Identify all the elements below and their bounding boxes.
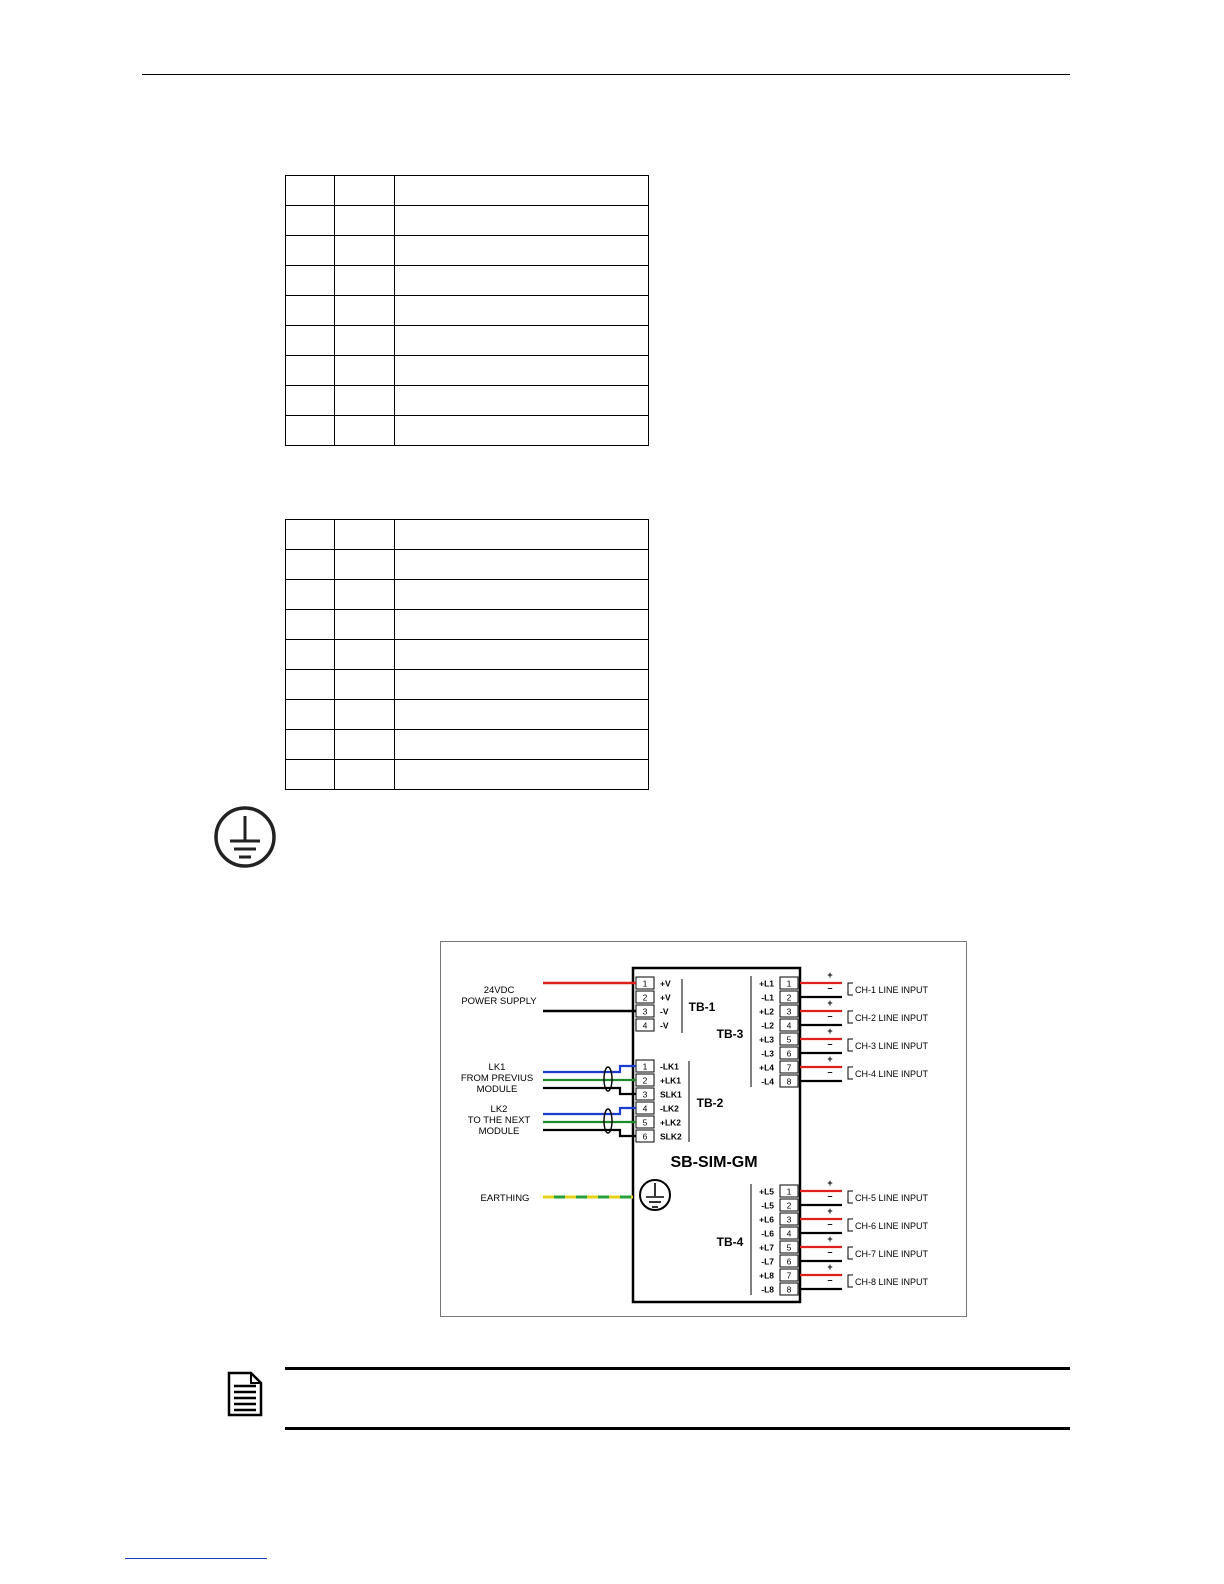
- tb1-pin-number: 3: [642, 1006, 648, 1017]
- table-cell: [395, 206, 649, 236]
- table-cell: [395, 640, 649, 670]
- table-cell: [395, 730, 649, 760]
- tb4-pin-number: 8: [786, 1284, 792, 1295]
- tb2-pin-number: 5: [642, 1117, 648, 1128]
- tb1-pin-name: +V: [660, 992, 671, 1003]
- tb4-input-label: CH-6 LINE INPUT: [855, 1221, 929, 1231]
- tb3-pin-number: 2: [786, 992, 792, 1003]
- module-name: SB-SIM-GM: [670, 1154, 758, 1171]
- tb4-plus-sign: +: [827, 1206, 833, 1216]
- lk2-label-line1: LK2: [490, 1104, 508, 1115]
- tb3-pin-number: 8: [786, 1076, 792, 1087]
- table-cell: [286, 326, 335, 356]
- table-cell: [286, 550, 335, 580]
- tb4-pin-name: +L7: [759, 1242, 774, 1253]
- tb3-pin-number: 6: [786, 1048, 792, 1059]
- tb2-pin-name: SLK1: [660, 1089, 682, 1100]
- table-cell: [286, 416, 335, 446]
- tb3-pin-name: +L4: [759, 1062, 774, 1073]
- table-cell: [395, 416, 649, 446]
- tb3-pin-name: +L2: [759, 1006, 774, 1017]
- table-cell: [395, 670, 649, 700]
- tb4-plus-sign: +: [827, 1178, 833, 1188]
- tb4-minus-sign: –: [827, 1191, 833, 1201]
- tb4-input-label: CH-5 LINE INPUT: [855, 1193, 929, 1203]
- table-row: [286, 206, 649, 236]
- table-row: [286, 550, 649, 580]
- table-cell: [395, 580, 649, 610]
- module-body: [633, 968, 800, 1302]
- tb2-pin-name: +LK2: [660, 1117, 682, 1128]
- table-cell: [395, 520, 649, 550]
- header-rule: [142, 74, 1070, 75]
- table-cell: [335, 520, 395, 550]
- tb4-pin-name: -L8: [761, 1284, 774, 1295]
- tb1-pin-name: +V: [660, 978, 671, 989]
- table-row: [286, 386, 649, 416]
- table-cell: [335, 386, 395, 416]
- tb2-pin-number: 3: [642, 1089, 648, 1100]
- tb2-pin-name: SLK2: [660, 1131, 682, 1142]
- wiring-diagram: [440, 941, 967, 1317]
- lk2-label-line2: TO THE NEXT: [467, 1115, 531, 1126]
- table-cell: [395, 386, 649, 416]
- tb3-pin-name: -L2: [761, 1020, 774, 1031]
- terminal-table-1: [285, 175, 649, 446]
- table-row: [286, 670, 649, 700]
- table-cell: [395, 550, 649, 580]
- tb3-label: TB-3: [716, 1027, 744, 1041]
- table-row: [286, 356, 649, 386]
- tb3-plus-sign: +: [827, 970, 833, 980]
- tb4-pin-name: +L5: [759, 1186, 774, 1197]
- tb1-pin-name: -V: [660, 1020, 669, 1031]
- tb3-pin-name: -L3: [761, 1048, 774, 1059]
- table-cell: [286, 580, 335, 610]
- table-cell: [395, 760, 649, 790]
- table-row: [286, 326, 649, 356]
- tb4-minus-sign: –: [827, 1247, 833, 1257]
- table-cell: [286, 610, 335, 640]
- tb3-pin-number: 3: [786, 1006, 792, 1017]
- power-label-line2: POWER SUPPLY: [461, 996, 537, 1007]
- tb4-label: TB-4: [716, 1235, 744, 1249]
- table-cell: [395, 700, 649, 730]
- table-cell: [395, 296, 649, 326]
- lk1-label-line1: LK1: [488, 1062, 506, 1073]
- table-cell: [286, 266, 335, 296]
- earthing-label: EARTHING: [480, 1193, 530, 1204]
- table-row: [286, 416, 649, 446]
- table-cell: [286, 296, 335, 326]
- tb4-input-label: CH-7 LINE INPUT: [855, 1249, 929, 1259]
- tb4-minus-sign: –: [827, 1219, 833, 1229]
- table-cell: [335, 176, 395, 206]
- table-cell: [395, 266, 649, 296]
- lk1-label-line2: FROM PREVIUS: [460, 1073, 534, 1084]
- tb2-label: TB-2: [696, 1096, 724, 1110]
- table-cell: [395, 326, 649, 356]
- tb4-pin-number: 4: [786, 1228, 792, 1239]
- tb2-pin-name: -LK1: [660, 1061, 679, 1072]
- table-cell: [395, 356, 649, 386]
- tb4-pin-number: 1: [786, 1186, 792, 1197]
- tb3-pin-name: -L4: [761, 1076, 774, 1087]
- table-cell: [335, 580, 395, 610]
- tb4-pin-name: -L5: [761, 1200, 774, 1211]
- tb2-pin-number: 2: [642, 1075, 648, 1086]
- table-row: [286, 176, 649, 206]
- table-cell: [335, 206, 395, 236]
- tb4-pin-number: 2: [786, 1200, 792, 1211]
- table-row: [286, 520, 649, 550]
- table-cell: [286, 700, 335, 730]
- table-cell: [335, 700, 395, 730]
- tb4-pin-number: 3: [786, 1214, 792, 1225]
- tb4-plus-sign: +: [827, 1262, 833, 1272]
- table-cell: [335, 266, 395, 296]
- table-row: [286, 730, 649, 760]
- note-rule-top: [285, 1367, 1070, 1370]
- tb1-pin-number: 2: [642, 992, 648, 1003]
- tb4-pin-number: 7: [786, 1270, 792, 1281]
- protective-earth-icon: [212, 804, 278, 870]
- table-cell: [335, 356, 395, 386]
- tb3-input-label: CH-4 LINE INPUT: [855, 1069, 929, 1079]
- tb3-pin-number: 4: [786, 1020, 792, 1031]
- tb3-pin-name: -L1: [761, 992, 774, 1003]
- tb2-pin-name: +LK1: [660, 1075, 682, 1086]
- tb4-pin-name: +L6: [759, 1214, 774, 1225]
- table-row: [286, 760, 649, 790]
- table-cell: [335, 610, 395, 640]
- table-cell: [286, 206, 335, 236]
- tb4-pin-name: -L7: [761, 1256, 774, 1267]
- tb3-plus-sign: +: [827, 998, 833, 1008]
- tb4-input-label: CH-8 LINE INPUT: [855, 1277, 929, 1287]
- table-cell: [335, 760, 395, 790]
- table-cell: [286, 356, 335, 386]
- table-row: [286, 580, 649, 610]
- tb3-input-label: CH-2 LINE INPUT: [855, 1013, 929, 1023]
- tb2-pin-number: 4: [642, 1103, 648, 1114]
- tb2-pin-number: 6: [642, 1131, 648, 1142]
- tb4-pin-name: +L8: [759, 1270, 774, 1281]
- tb3-pin-name: +L1: [759, 978, 774, 989]
- table-cell: [286, 760, 335, 790]
- tb1-pin-number: 4: [642, 1020, 648, 1031]
- tb4-plus-sign: +: [827, 1234, 833, 1244]
- table-cell: [335, 326, 395, 356]
- tb2-pin-number: 1: [642, 1061, 648, 1072]
- lk1-label-line3: MODULE: [476, 1084, 518, 1095]
- table-cell: [395, 610, 649, 640]
- table-cell: [286, 670, 335, 700]
- table-row: [286, 700, 649, 730]
- table-cell: [335, 640, 395, 670]
- table-cell: [286, 640, 335, 670]
- table-row: [286, 236, 649, 266]
- tb1-pin-number: 1: [642, 978, 648, 989]
- tb3-minus-sign: –: [827, 1011, 833, 1021]
- table-cell: [335, 416, 395, 446]
- table-row: [286, 296, 649, 326]
- table-cell: [286, 520, 335, 550]
- footer-link-underline: [125, 1558, 267, 1559]
- tb3-pin-number: 1: [786, 978, 792, 989]
- note-rule-bottom: [285, 1427, 1070, 1430]
- table-cell: [286, 386, 335, 416]
- tb1-label: TB-1: [688, 1000, 716, 1014]
- tb4-pin-number: 6: [786, 1256, 792, 1267]
- tb3-input-label: CH-1 LINE INPUT: [855, 985, 929, 995]
- tb3-plus-sign: +: [827, 1054, 833, 1064]
- tb3-minus-sign: –: [827, 1039, 833, 1049]
- table-row: [286, 640, 649, 670]
- terminal-table-2: [285, 519, 649, 790]
- tb3-input-label: CH-3 LINE INPUT: [855, 1041, 929, 1051]
- table-cell: [335, 550, 395, 580]
- table-cell: [286, 176, 335, 206]
- table-row: [286, 610, 649, 640]
- tb3-pin-number: 5: [786, 1034, 792, 1045]
- tb4-minus-sign: –: [827, 1275, 833, 1285]
- tb2-pin-name: -LK2: [660, 1103, 679, 1114]
- tb1-pin-name: -V: [660, 1006, 669, 1017]
- note-document-icon: [225, 1370, 265, 1418]
- table-cell: [286, 236, 335, 266]
- tb3-minus-sign: –: [827, 983, 833, 993]
- lk2-label-line3: MODULE: [478, 1126, 520, 1137]
- tb4-pin-number: 5: [786, 1242, 792, 1253]
- table-cell: [335, 730, 395, 760]
- table-cell: [335, 296, 395, 326]
- table-cell: [395, 176, 649, 206]
- table-cell: [335, 236, 395, 266]
- tb4-pin-name: -L6: [761, 1228, 774, 1239]
- table-row: [286, 266, 649, 296]
- tb3-pin-name: +L3: [759, 1034, 774, 1045]
- table-cell: [335, 670, 395, 700]
- tb3-plus-sign: +: [827, 1026, 833, 1036]
- tb3-pin-number: 7: [786, 1062, 792, 1073]
- tb3-minus-sign: –: [827, 1067, 833, 1077]
- table-cell: [395, 236, 649, 266]
- table-cell: [286, 730, 335, 760]
- power-label-line1: 24VDC: [483, 985, 515, 996]
